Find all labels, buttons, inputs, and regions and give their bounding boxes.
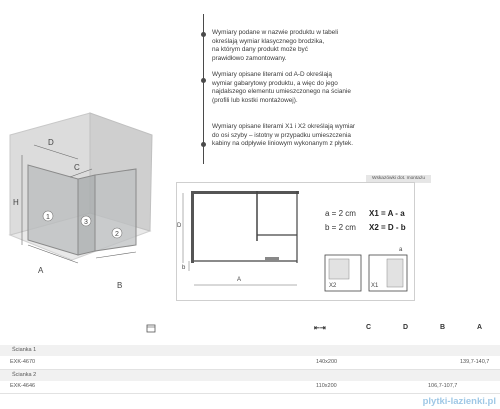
value-a: 139,7-140,7 [460, 359, 490, 365]
info-paragraph-1: Wymiary podane w nazwie produktu w tabeli określają wymiar klasycznego brodzika, na którym dany produkt może być prawidłowo zamontowany. [212, 29, 339, 62]
label-panel-3: 3 [84, 219, 88, 226]
equation-b: b = 2 cm [325, 223, 356, 232]
watermark: plytki-lazienki.pl [422, 396, 496, 407]
info-box [203, 14, 404, 164]
x1-detail-label: X1 [371, 283, 379, 289]
label-b: B [117, 281, 123, 290]
label-h: H [13, 198, 19, 207]
equation-x2: X2 = D - b [369, 223, 406, 232]
panel-2 [95, 169, 136, 251]
panel-3 [78, 175, 95, 255]
group-title: Ścianka 2 [12, 372, 37, 378]
header-dims: ⇤⇥ [314, 325, 326, 332]
installation-plan [177, 183, 414, 300]
header-b: B [440, 324, 446, 331]
product-dims: 110x200 [316, 383, 337, 389]
label-a: A [38, 266, 44, 275]
bullet-dot [201, 32, 206, 37]
group-row [0, 345, 500, 356]
label-panel-1: 1 [46, 214, 50, 221]
label-c: C [74, 163, 80, 172]
header-c: C [366, 324, 372, 331]
dim-b-small-label: b [182, 265, 186, 271]
group-title: Ścianka 1 [12, 347, 37, 353]
value-b: 106,7-107,7 [428, 383, 458, 389]
row-divider [0, 393, 500, 394]
product-dims: 140x200 [316, 359, 338, 365]
product-code: EXK-4670 [10, 359, 36, 365]
product-code: EXK-4646 [10, 383, 36, 389]
label-panel-2: 2 [115, 231, 119, 238]
product-icon [146, 320, 156, 338]
info-paragraph-3: Wymiary opisane literami X1 i X2 określają wymiar do osi szyby – istotny w przypadku umieszczenia kabiny na odpływie liniowym wykonanym z płytek. [212, 123, 356, 148]
bullet-dot [201, 142, 206, 147]
equation-x1: X1 = A - a [369, 209, 405, 218]
dim-a-label: A [237, 277, 242, 283]
equation-a: a = 2 cm [325, 209, 356, 218]
group-row [0, 370, 500, 381]
shower-3d-diagram [0, 95, 165, 315]
installation-tips-tag: Wskazówki dot. montażu [366, 175, 431, 183]
dim-d-label: D [177, 223, 182, 229]
header-a: A [477, 324, 483, 331]
x2-detail-label: X2 [329, 283, 337, 289]
header-d: D [403, 324, 409, 331]
bullet-dot [201, 78, 206, 83]
info-paragraph-2: Wymiary opisane literami od A-D określają wymiar gabarytowy produktu, a więc do jego najdalszego elementu umieszczonego na ścianie (profili lub kostki montażowej). [212, 71, 351, 104]
installation-diagram [176, 182, 415, 301]
a-detail-label: a [399, 247, 403, 253]
panel-1 [28, 165, 78, 255]
label-d: D [48, 138, 54, 147]
